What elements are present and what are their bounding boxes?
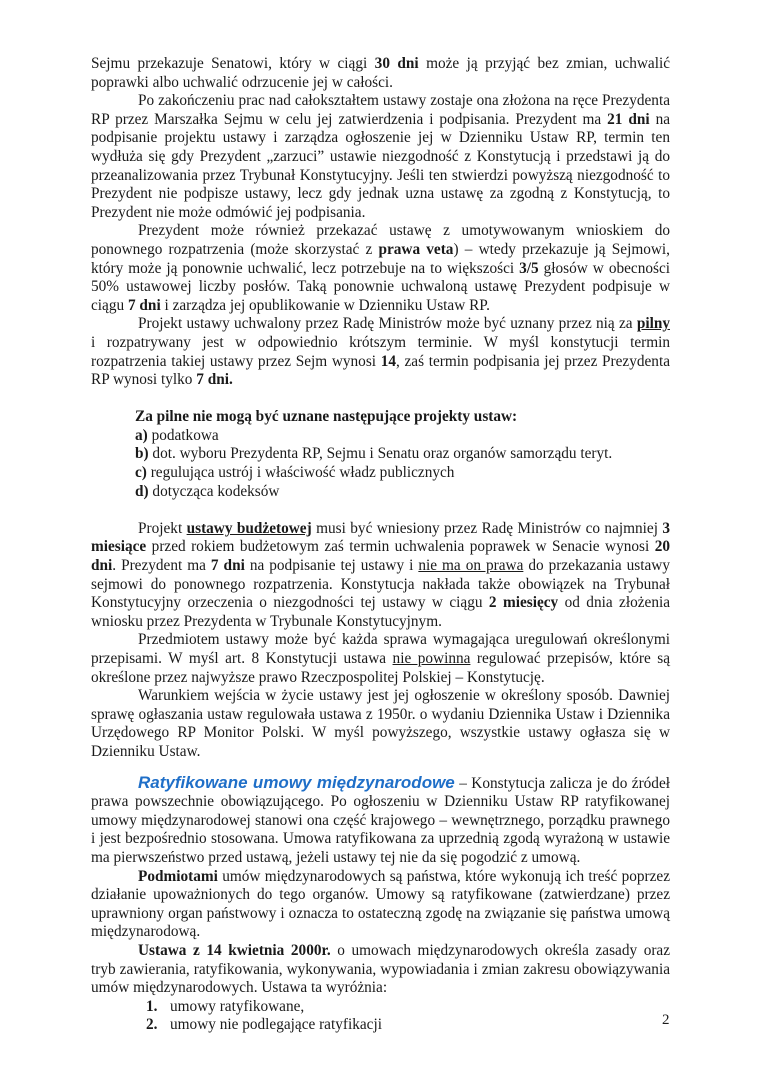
paragraph-act-2000: Ustawa z 14 kwietnia 2000r. o umowach międzynarodowych określa zasady oraz tryb zawierania, ratyfikowania, wykonywania, wypowiadania i zmian zakresu obowiązywania umów międzynarodowych. Ustawa ta wyróżnia: — [91, 941, 671, 997]
underlined-term: nie powinna — [392, 650, 471, 667]
paragraph-senate: Sejmu przekazuje Senatowi, który w ciągi 30 dni może ją przyjąć bez zmian, uchwalić poprawki albo uchwalić odrzucenie jej w całości. — [91, 55, 670, 91]
agreement-types-list — [91, 998, 670, 1035]
bold-term: Podmiotami — [138, 867, 218, 885]
list-item: d) dotycząca kodeksów — [135, 482, 280, 500]
paragraph-subject-of-law: Przedmiotem ustawy może być każda sprawa wymagająca uregulowań określonymi przepisami. W myśl art. 8 Konstytucji ustawa nie powinna regulować przepisów, które są określone przez najwyższe prawo Rzeczpospolitej Polskiej – Konstytucję. — [91, 631, 670, 686]
page-number: 2 — [662, 1012, 670, 1028]
paragraph-budget-bill: Projekt ustawy budżetowej musi być wniesiony przez Radę Ministrów co najmniej 3 miesiące przed rokiem budżetowym zaś termin uchwalenia poprawek w Senacie wynosi 20 dni. Prezydent ma 7 dni na podpisanie tej ustawy i nie ma on prawa do przekazania ustawy sejmowi do ponownego rozpatrzenia. Konstytucja nakłada także obowiązek na Trybunał Konstytucyjny orzeczenia o niezgodności tej ustawy w ciągu 2 miesięcy od dnia złożenia wniosku przez Prezydenta w Trybunale Konstytucyjnym. — [91, 519, 671, 630]
bold-term: 3/5 — [519, 259, 539, 277]
bold-term: 2 miesięcy — [488, 594, 559, 612]
document-page — [91, 55, 670, 1035]
bold-term: 3 miesiące — [91, 519, 671, 556]
bold-term: 7 dni — [210, 557, 245, 575]
list-item: 1. umowy ratyfikowane, — [146, 997, 305, 1015]
urgent-exclusions-list — [91, 408, 670, 501]
bold-term: 7 dni — [127, 296, 161, 314]
bold-term: prawa veta — [378, 240, 454, 258]
bold-term: 14 — [380, 352, 397, 370]
list-item: a) podatkowa — [135, 426, 219, 444]
list-item: 2. umowy nie podlegające ratyfikacji — [146, 1016, 382, 1034]
spacer — [91, 390, 670, 409]
bold-term: 7 dni. — [196, 371, 233, 389]
paragraph-ratified-agreements: Ratyfikowane umowy międzynarodowe – Konstytucja zalicza je do źródeł prawa powszechnie obowiązującego. Po ogłoszeniu w Dzienniku Ustaw RP ratyfikowanej umowy międzynarodowej stanowi ona część krajowego – wewnętrznego, porządku prawnego i jest bezpośrednio stosowana. Umowa ratyfikowana za uprzednią zgodą wyrażoną w ustawie ma pierwszeństwo przed ustawą, jeżeli ustawy tej nie da się pogodzić z umową. — [91, 772, 671, 866]
bold-term: Ustawa z 14 kwietnia 2000r. — [138, 941, 331, 959]
list-item: b) dot. wyboru Prezydenta RP, Sejmu i Senatu oraz organów samorządu teryt. — [135, 445, 613, 463]
spacer — [91, 501, 670, 520]
list-item: c) regulująca ustrój i właściwość władz publicznych — [135, 464, 455, 482]
paragraph-subjects: Podmiotami umów międzynarodowych są państwa, które wykonują ich treść poprzez działanie upoważnionych do tego organów. Umowy są ratyfikowane (zatwierdzane) przez uprawniony organ państwowy i oznacza to ostateczną zgodę na związanie się państwa umową międzynarodową. — [91, 867, 670, 941]
paragraph-veto: Prezydent może również przekazać ustawę z umotywowanym wnioskiem do ponownego rozpatrzenia (może skorzystać z prawa veta) – wtedy przekazuje ją Sejmowi, który może ją ponownie uchwalić, lecz potrzebuje na to większości 3/5 głosów w obecności 50% ustawowej liczby posłów. Taką ponownie uchwaloną ustawę Prezydent podpisuje w ciągu 7 dni i zarządza jej opublikowanie w Dzienniku Ustaw RP. — [91, 222, 670, 314]
bold-underlined-term: pilny — [636, 315, 670, 333]
paragraph-urgent-bill: Projekt ustawy uchwalony przez Radę Ministrów może być uznany przez nią za pilny i rozpatrywany jest w odpowiednio krótszym terminie. W myśl konstytucji termin rozpatrzenia takiej ustawy przez Sejm wynosi 14, zaś termin podpisania jej przez Prezydenta RP wynosi tylko 7 dni. — [91, 315, 670, 389]
paragraph-president-signing: Po zakończeniu prac nad całokształtem ustawy zostaje ona złożona na ręce Prezydenta RP przez Marszałka Sejmu w celu jej zatwierdzenia i podpisania. Prezydent ma 21 dni na podpisanie projektu ustawy i zarządza ogłoszenie jej w Dzienniku Ustaw RP, termin ten wydłuża się gdy Prezydent „zarzuci” ustawie niezgodność z Konstytucją i przedstawi ją do przeanalizowania przez Trybunał Konstytucyjny. Jeśli ten stwierdzi powyższą niezgodność to Prezydent nie podpisze ustawy, lecz gdy jednak uzna ustawę za zgodną z Konstytucją, to Prezydent nie może odmówić jej podpisania. — [91, 92, 671, 221]
bold-term: 30 dni — [374, 55, 419, 72]
section-heading: Ratyfikowane umowy międzynarodowe — [138, 772, 455, 792]
paragraph-publication: Warunkiem wejścia w życie ustawy jest jej ogłoszenie w określony sposób. Dawniej sprawę ogłaszania ustaw regulowała ustawa z 1950r. o wydaniu Dziennika Ustaw i Dziennika Urzędowego RP Monitor Polski. W myśl powyższego, wszystkie ustawy ogłasza się w Dzienniku Ustaw. — [91, 687, 670, 760]
bold-term: 20 dni — [91, 538, 670, 575]
list-heading: Za pilne nie mogą być uznane następujące projekty ustaw: — [135, 408, 518, 426]
bold-underlined-term: ustawy budżetowej — [186, 519, 312, 537]
underlined-term: nie ma on prawa — [418, 557, 524, 575]
bold-term: 21 dni — [607, 110, 650, 128]
